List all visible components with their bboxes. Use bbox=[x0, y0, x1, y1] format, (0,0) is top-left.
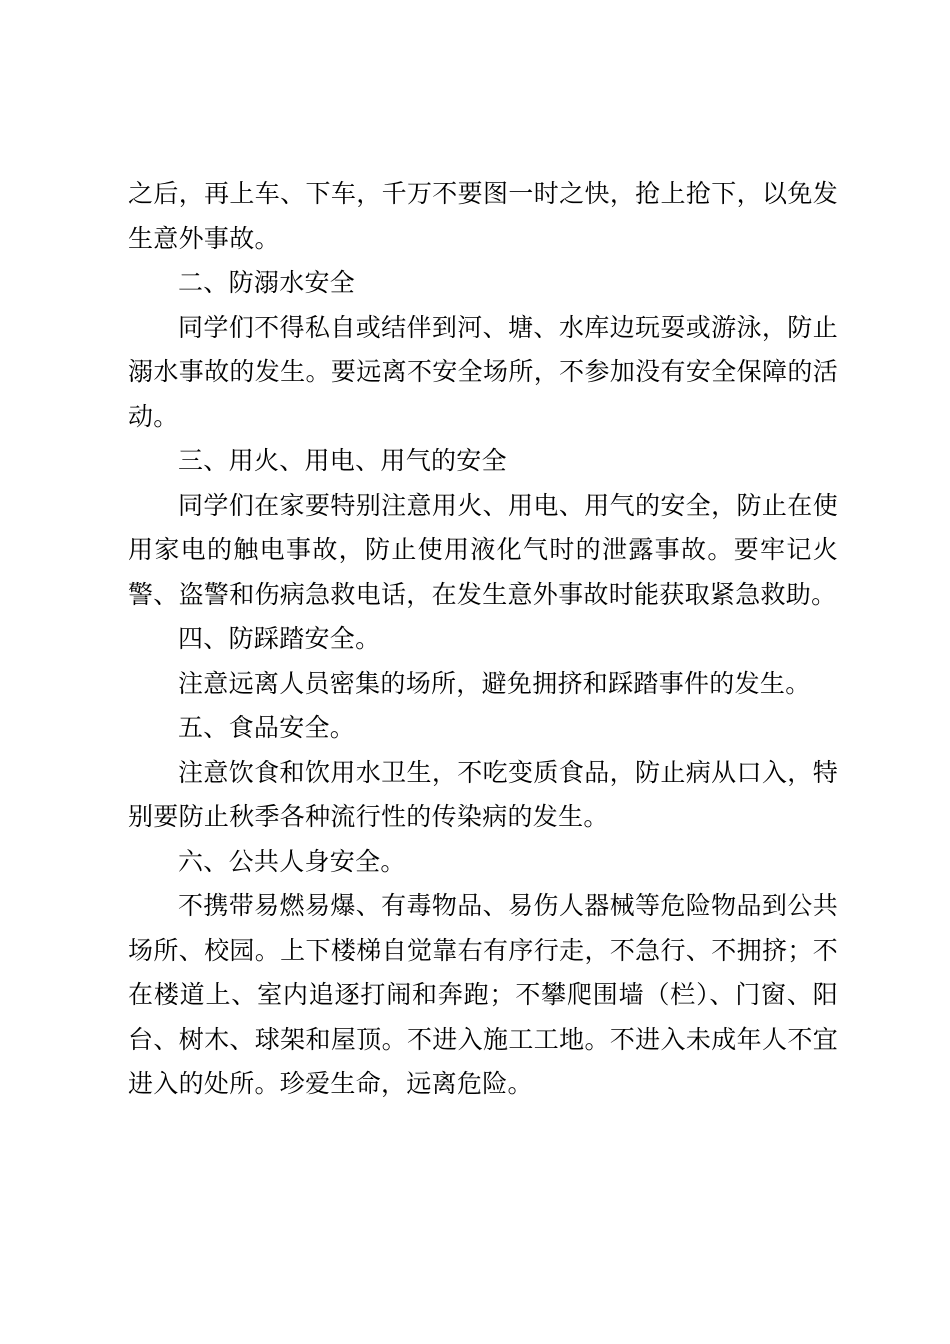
paragraph-food: 注意饮食和饮用水卫生，不吃变质食品，防止病从口入，特别要防止秋季各种流行性的传染病的发生。 bbox=[128, 757, 838, 831]
paragraph-fire-electricity-gas: 同学们在家要特别注意用火、用电、用气的安全，防止在使用家电的触电事故，防止使用液化气时的泄露事故。要牢记火警、盗警和伤病急救电话，在发生意外事故时能获取紧急救助。 bbox=[128, 490, 838, 609]
paragraph-drowning: 同学们不得私自或结伴到河、塘、水库边玩耍或游泳，防止溺水事故的发生。要远离不安全场所，不参加没有安全保障的活动。 bbox=[128, 312, 838, 431]
section-heading-stampede: 四、防踩踏安全。 bbox=[178, 624, 381, 653]
section-heading-food: 五、食品安全。 bbox=[178, 713, 356, 742]
section-heading-public-safety: 六、公共人身安全。 bbox=[178, 846, 406, 876]
document-body bbox=[128, 172, 838, 1107]
paragraph-stampede: 注意远离人员密集的场所，避免拥挤和踩踏事件的发生。 bbox=[178, 668, 811, 698]
section-heading-fire-electricity-gas: 三、用火、用电、用气的安全 bbox=[178, 446, 507, 475]
paragraph-public-safety: 不携带易燃易爆、有毒物品、易伤人器械等危险物品到公共场所、校园。上下楼梯自觉靠右有序行走，不急行、不拥挤；不在楼道上、室内追逐打闹和奔跑；不攀爬围墙（栏）、门窗、阳台、树木、球架和屋顶。不进入施工工地。不进入未成年人不宜进入的处所。珍爱生命，远离危险。 bbox=[128, 891, 838, 1098]
paragraph-continuation: 之后，再上车、下车，千万不要图一时之快，抢上抢下，以免发生意外事故。 bbox=[128, 179, 838, 253]
section-heading-drowning: 二、防溺水安全 bbox=[178, 268, 356, 297]
